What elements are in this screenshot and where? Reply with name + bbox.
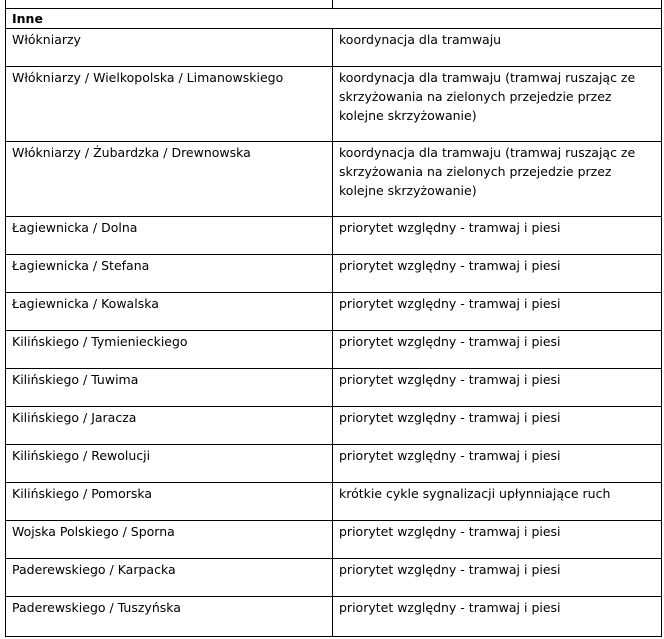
measure-text: priorytet względny - tramwaj i piesi (339, 372, 561, 387)
location-text: Kilińskiego / Jaracza (12, 410, 137, 425)
location-cell (6, 521, 333, 559)
section-header-row (6, 9, 662, 29)
table-row (6, 293, 662, 331)
location-text: Łagiewnicka / Dolna (12, 220, 138, 235)
measure-cell (333, 29, 662, 67)
table-row (6, 142, 662, 217)
location-cell (6, 293, 333, 331)
measure-cell (333, 559, 662, 597)
location-cell (6, 407, 333, 445)
table-row (6, 217, 662, 255)
table-row (6, 255, 662, 293)
location-cell (6, 142, 333, 217)
table-row (6, 67, 662, 142)
table-row (6, 445, 662, 483)
measure-cell (333, 369, 662, 407)
measure-cell (333, 445, 662, 483)
location-text: Włókniarzy / Wielkopolska / Limanowskiego (12, 70, 284, 85)
measure-text: priorytet względny - tramwaj i piesi (339, 448, 561, 463)
table-row (6, 331, 662, 369)
location-text: Kilińskiego / Tymienieckiego (12, 334, 188, 349)
location-cell (6, 217, 333, 255)
measure-text: priorytet względny - tramwaj i piesi (339, 562, 561, 577)
measure-cell (333, 67, 662, 142)
location-text: Łagiewnicka / Stefana (12, 258, 150, 273)
section-title: Inne (12, 11, 43, 26)
location-text: Paderewskiego / Tuszyńska (12, 600, 181, 615)
location-cell (6, 331, 333, 369)
table-row (6, 407, 662, 445)
measure-cell (333, 521, 662, 559)
measure-cell (333, 331, 662, 369)
measure-cell (333, 217, 662, 255)
table-row (6, 483, 662, 521)
table-row (6, 521, 662, 559)
location-cell (6, 483, 333, 521)
measure-cell (333, 407, 662, 445)
measure-text: koordynacja dla tramwaju (tramwaj ruszając ze skrzyżowania na zielonych przejedzie przez kolejne skrzyżowanie) (339, 70, 636, 123)
location-cell (6, 29, 333, 67)
location-text: Włókniarzy / Żubardzka / Drewnowska (12, 145, 251, 160)
measure-text: priorytet względny - tramwaj i piesi (339, 334, 561, 349)
measure-text: krótkie cykle sygnalizacji upłynniające ruch (339, 486, 611, 501)
location-cell (6, 597, 333, 637)
section-header-cell (6, 9, 662, 29)
location-cell (6, 255, 333, 293)
location-text: Włókniarzy (12, 32, 81, 47)
measure-cell (333, 255, 662, 293)
measure-text: priorytet względny - tramwaj i piesi (339, 296, 561, 311)
measure-cell (333, 142, 662, 217)
measure-cell (333, 597, 662, 637)
location-text: Wojska Polskiego / Sporna (12, 524, 175, 539)
location-cell (6, 67, 333, 142)
measure-text: priorytet względny - tramwaj i piesi (339, 600, 561, 615)
measure-cell (333, 483, 662, 521)
measure-text: priorytet względny - tramwaj i piesi (339, 410, 561, 425)
location-cell (6, 559, 333, 597)
measure-text: priorytet względny - tramwaj i piesi (339, 220, 561, 235)
measure-text: priorytet względny - tramwaj i piesi (339, 524, 561, 539)
table-row (6, 597, 662, 637)
measure-text: priorytet względny - tramwaj i piesi (339, 258, 561, 273)
table-row (6, 29, 662, 67)
location-cell (6, 445, 333, 483)
cell-empty (333, 0, 662, 9)
location-text: Paderewskiego / Karpacka (12, 562, 176, 577)
location-text: Kilińskiego / Tuwima (12, 372, 139, 387)
location-cell (6, 369, 333, 407)
cell-empty (6, 0, 333, 9)
table-row (6, 369, 662, 407)
table-row-top-partial (6, 0, 662, 9)
measure-text: koordynacja dla tramwaju (tramwaj ruszając ze skrzyżowania na zielonych przejedzie przez kolejne skrzyżowanie) (339, 145, 636, 198)
measure-cell (333, 293, 662, 331)
table-row (6, 559, 662, 597)
measures-table (5, 0, 662, 637)
location-text: Łagiewnicka / Kowalska (12, 296, 159, 311)
measure-text: koordynacja dla tramwaju (339, 32, 502, 47)
location-text: Kilińskiego / Rewolucji (12, 448, 151, 463)
location-text: Kilińskiego / Pomorska (12, 486, 153, 501)
